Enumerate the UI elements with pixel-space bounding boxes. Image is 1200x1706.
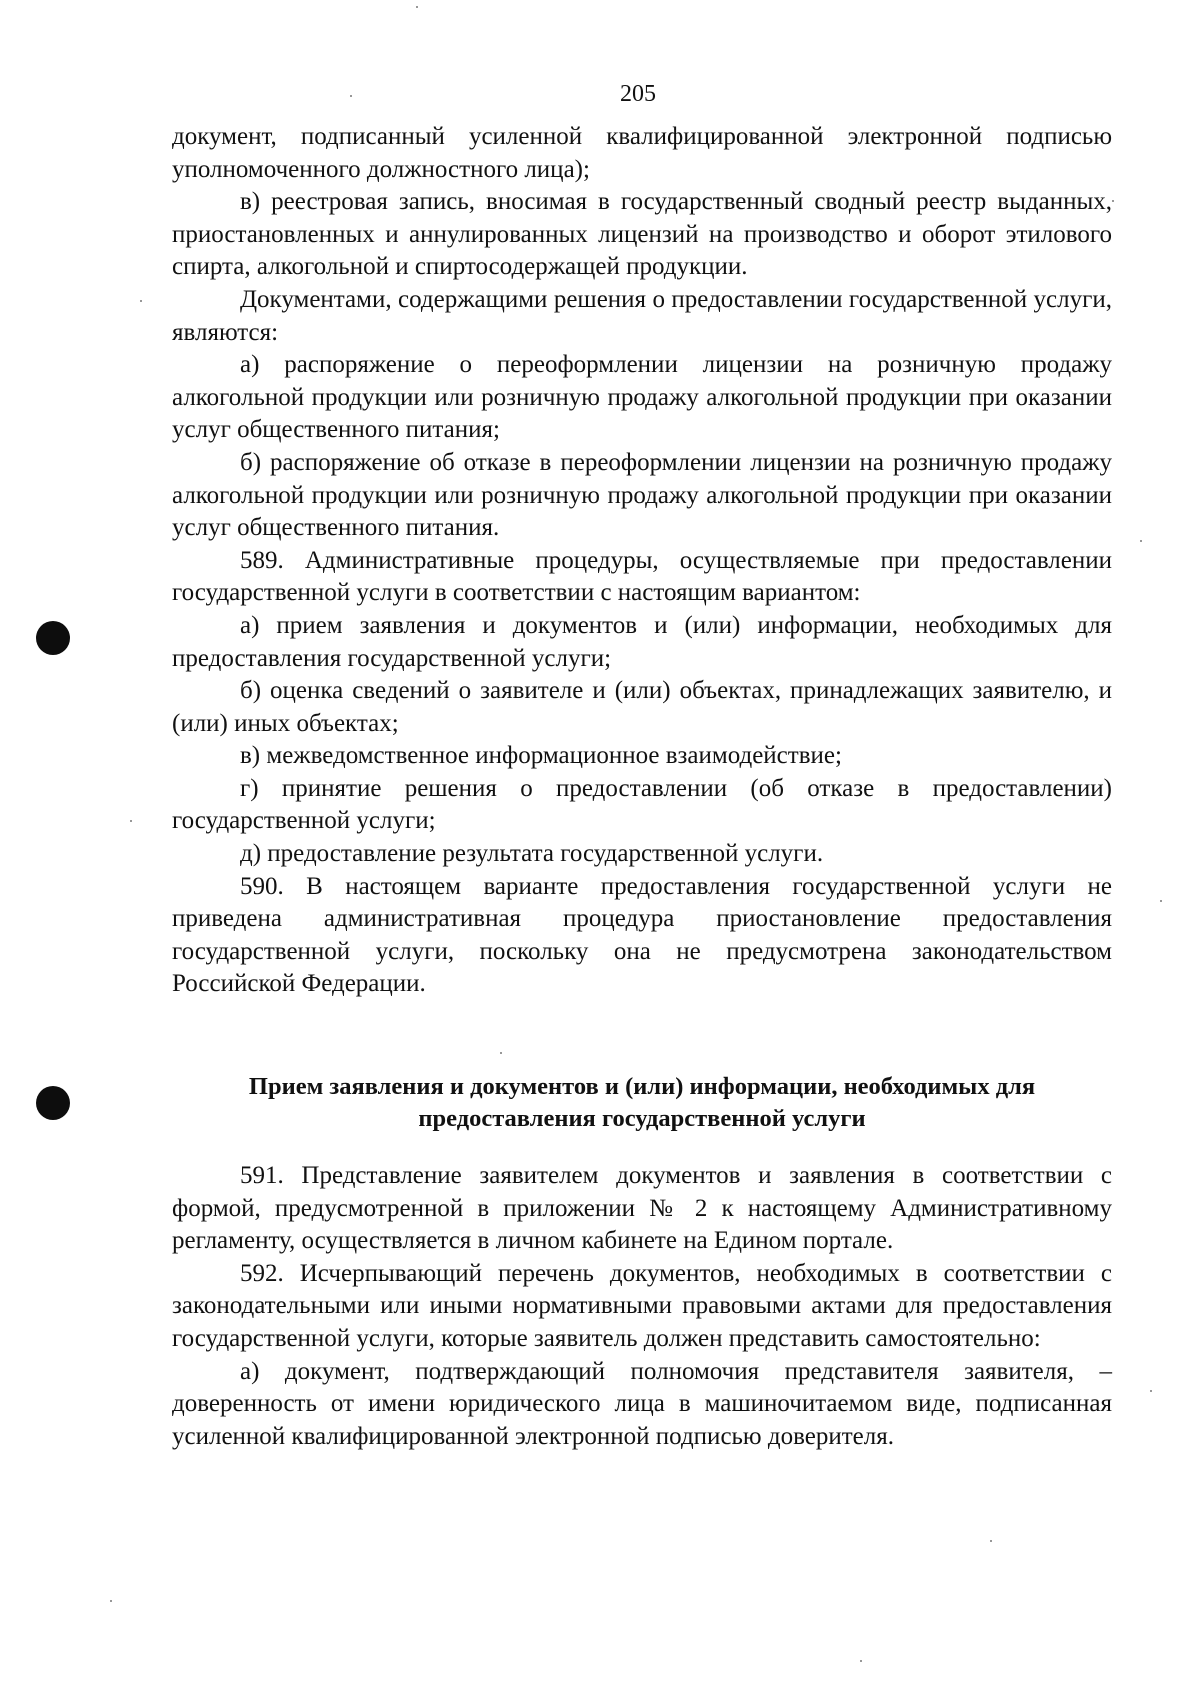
paragraph-refusal-order: б) распоряжение об отказе в переоформлении лицензии на розничную продажу алкогольной продукции или розничную продажу алкогольной продукции при оказании услуг общественного питания. [172,448,1112,542]
paragraph-589-a: а) прием заявления и документов и (или) информации, необходимых для предоставления государственной услуги; [172,611,1112,672]
punch-hole-mark [36,1086,70,1120]
paragraph-registry-entry: в) реестровая запись, вносимая в государственный сводный реестр выданных, приостановленных и аннулированных лицензий на производство и оборот этилового спирта, алкогольной и спиртосодержащей продукции. [172,188,1112,281]
paragraph-decision-documents: Документами, содержащими решения о предоставлении государственной услуги, являются: [172,285,1112,346]
punch-hole-mark [36,621,70,655]
scan-speck [416,6,418,8]
paragraph-589-v: в) межведомственное информационное взаимодействие; [240,742,842,770]
paragraph-reissue-order: а) распоряжение о переоформлении лицензии на розничную продажу алкогольной продукции или розничную продажу алкогольной продукции при оказании услуг общественного питания; [172,351,1112,444]
body-text-top [172,121,1112,1001]
page-number: 205 [620,81,656,107]
section-heading: Прием заявления и документов и (или) информации, необходимых для предоставления государственной услуги [248,1073,1036,1132]
scan-speck [1150,1390,1152,1392]
scan-speck [350,95,352,97]
paragraph-590: 590. В настоящем варианте предоставления государственной услуги не приведена административная процедура приостановление предоставления государственной услуги, поскольку она не предусмотрена законодательством Российской Федерации. [172,872,1112,998]
scan-speck [1140,540,1142,542]
paragraph-592: 592. Исчерпывающий перечень документов, необходимых в соответствии с законодательными или иными нормативными правовыми актами для предоставления государственной услуги, которые заявитель должен представить самостоятельно: [172,1259,1112,1352]
scan-speck [990,1540,992,1542]
paragraph-document-signature: документ, подписанный усиленной квалифицированной электронной подписью уполномоченного должностного лица); [172,123,1112,183]
paragraph-591: 591. Представление заявителем документов и заявления в соответствии с формой, предусмотренной в приложении № 2 к настоящему Административному регламенту, осуществляется в личном кабинете на Едином портале. [172,1162,1112,1255]
scan-speck [1112,200,1114,202]
body-text-bottom [172,1160,1112,1453]
scan-speck [860,1660,862,1662]
paragraph-589-g: г) принятие решения о предоставлении (об отказе в предоставлении) государственной услуги; [172,774,1112,835]
scan-speck [140,300,142,302]
scan-speck [1160,900,1162,902]
scan-speck [500,1052,502,1054]
paragraph-592-a: а) документ, подтверждающий полномочия представителя заявителя, – доверенность от имени юридического лица в машиночитаемом виде, подписанная усиленной квалифицированной электронной подписью доверителя. [172,1357,1112,1450]
paragraph-589-d: д) предоставление результата государственной услуги. [240,840,824,868]
scan-speck [130,820,132,822]
scan-speck [110,1600,112,1602]
paragraph-589: 589. Административные процедуры, осуществляемые при предоставлении государственной услуги в соответствии с настоящим вариантом: [172,546,1112,607]
paragraph-589-b: б) оценка сведений о заявителе и (или) объектах, принадлежащих заявителю, и (или) иных объектах; [172,677,1112,737]
